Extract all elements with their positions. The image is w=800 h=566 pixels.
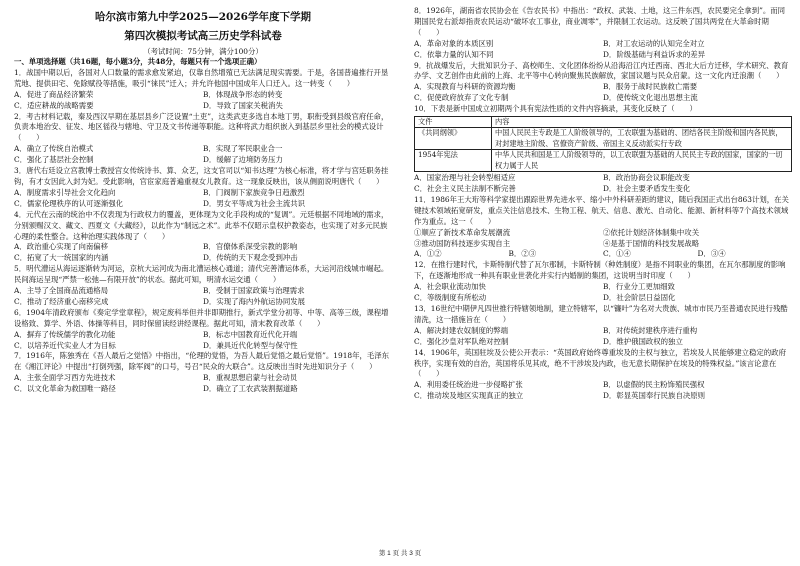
table-cell: 《共同纲领》 [415, 128, 492, 150]
option: C．以培养近代实业人才为目标 [14, 340, 116, 350]
option: B．对传统封建秩序进行重构 [603, 325, 698, 335]
option-row [414, 50, 792, 61]
statement: ②依托计划经济体制集中攻关 [603, 227, 700, 237]
option: C．强化了基层社会控制 [14, 155, 94, 165]
option: A．革命对象的本质区别 [414, 38, 494, 48]
table-header-row [415, 117, 792, 128]
question-10 [414, 104, 792, 195]
left-column [14, 6, 392, 395]
option-row [414, 184, 792, 195]
option: C．推动埃及地区实现真正的独立 [414, 391, 524, 401]
table-row [415, 150, 792, 172]
table-header-cell: 文件 [415, 117, 492, 128]
option-row [14, 188, 392, 199]
option: B．对工农运动的认知完全对立 [603, 38, 705, 48]
question [14, 264, 392, 308]
exam-info: （考试时间：75分钟，满分100分） [143, 47, 263, 56]
option-row [414, 337, 792, 348]
question [14, 112, 392, 167]
option: B．以虚假的民主粉饰殖民强权 [603, 380, 705, 390]
option: A．实现教育与科研的资源均衡 [414, 82, 516, 92]
option-row [14, 297, 392, 308]
option-row [414, 391, 792, 402]
option: C．依靠力量的认知不同 [414, 49, 494, 59]
table-cell: 中华人民共和国是工人阶级领导的，以工农联盟为基础的人民民主专政的国家，国家的一切权力属于人民 [492, 150, 792, 172]
question [14, 210, 392, 265]
option: A．社会职业流动加快 [414, 282, 486, 292]
exam-title-line1: 哈尔滨市第九中学2025—2026学年度下学期 [95, 11, 311, 23]
question-stem: 4．元代在云南的统治中不仅表现为行政权力的覆盖，更体现为文化手段构成的“复调”。元廷根据不同地域的需求，分别颁赐汉文、藏文、西夏文《大藏经》，以此作为“制远之术”。此举不仅昭示皇权护教姿态，也实现了对多元民族心理的柔性整合。这种治理实践体现了（ ） [14, 209, 389, 241]
option-row [414, 326, 792, 337]
option: D．缓解了边境防务压力 [203, 155, 283, 165]
right-questions-a [414, 6, 792, 104]
option-row [14, 286, 392, 297]
question [14, 68, 392, 112]
option: D．兼具近代化转型与保守性 [203, 340, 298, 350]
option-row [14, 341, 392, 352]
option-row [414, 293, 792, 304]
option: A．主张全面学习西方先进技术 [14, 373, 116, 383]
table-header-cell: 内容 [492, 117, 792, 128]
option: B．体现战争形态的转变 [203, 89, 283, 99]
left-questions [14, 68, 392, 395]
option: A．政治重心实现了向南偏移 [14, 242, 109, 252]
right-questions-b [414, 195, 792, 402]
section-heading: 一、单项选择题（共16题，每小题3分，共48分，每题只有一个选项正确） [14, 57, 262, 66]
option: B．受制于国家政策与治理需求 [203, 286, 305, 296]
option: D．传统的天下观念受到冲击 [203, 253, 298, 263]
option-row [14, 101, 392, 112]
option-row [14, 242, 392, 253]
question [414, 6, 792, 61]
question [414, 195, 792, 260]
question [414, 61, 792, 105]
option-row [14, 90, 392, 101]
question-stem: 5．明代漕运从海运逐渐转为河运，京杭大运河成为南北漕运核心通道；清代完善漕运体系，大运河沿线城市崛起。民间海运呈现“严禁一松弛—有限开放”的状态。据此可知，明清水运交通（ ） [14, 264, 389, 285]
option-row [414, 39, 792, 50]
question-stem: 10．下表是新中国成立初期两个具有宪法性质的文件内容摘录，其变化反映了（ ） [414, 104, 697, 114]
option: A．①② [414, 249, 442, 259]
question [14, 166, 392, 210]
option: D．社会主要矛盾发生变化 [603, 184, 691, 193]
option: A．主导了全国商品流通格局 [14, 286, 109, 296]
option: C．以文化革命为救国唯一路径 [14, 384, 116, 394]
exam-title-line2: 第四次模拟考试高三历史学科试卷 [124, 30, 282, 42]
question [414, 348, 792, 403]
option: B．实现了军民职业合一 [203, 144, 283, 154]
question-stem: 7．1916年，陈独秀在《吾人最后之觉悟》中指出，“伦理的觉悟，为吾人最后觉悟之最后觉悟”。1918年，毛泽东在《湘江评论》中提出“打倒列强，除军阀”的口号，号召“民众的大联合”。这反映出当时先进知识分子（ ） [14, 351, 390, 372]
option: A．国家治理与社会转型相适应 [414, 173, 516, 183]
right-column [414, 6, 792, 402]
option-row [14, 384, 392, 395]
table-row [415, 128, 792, 150]
option: C．拓宽了大一统国家的内涵 [14, 253, 109, 263]
statement: ③推动国防科技逐步实现自主 [414, 238, 511, 248]
option-row [14, 373, 392, 384]
question-stem: 6．1904年清政府颁布《奏定学堂章程》，规定废科举但并非即期推行，新式学堂分初等、中等、高等三级，课程增设格致、算学、外语、体操等科目，同时保留读经讲经课程。据此可知，清末教育改革（ ） [14, 307, 389, 328]
table-cell: 中国人民民主专政是工人阶级领导的，工农联盟为基础的、团结各民主阶级和国内各民族，对封建地主阶级、官僚资产阶级、帝国主义反动派实行专政 [492, 128, 792, 150]
option: D．使传统文化退出思想主流 [603, 93, 698, 103]
question-stem: 14．1906年，英国驻埃及公使公开表示：“英国政府始终尊重埃及的主权与独立，若埃及人民能够建立稳定的政府秩序，实现有效的自治，英国将乐见其成，绝不干涉埃及内政，也无意长期保护在埃及的特殊权益。”该言论意在（ ） [414, 347, 786, 379]
document-table [414, 116, 792, 172]
option: B．官僚体系深受宗教的影响 [203, 242, 298, 252]
page-footer: 第 1 页 共 3 页 [378, 550, 422, 557]
statement-row [414, 239, 792, 250]
option: C．社会主义民主法制不断完善 [414, 184, 516, 193]
question-stem: 9．抗战爆发后，大批知识分子、高校师生、文化团体纷纷从沿海沿江内迁西南、西北大后方迁移，学术研究、教育办学、文艺创作由此前的上海、北平等中心转向聚焦民族解放，家国议题与民众启蒙。这一文化内迁浪潮（ ） [414, 60, 789, 81]
option: C．促使政府放弃了文化专制 [414, 93, 509, 103]
option: D．确立了工农武装割据道路 [203, 384, 298, 394]
option: D．实现了海内外航运协同发展 [203, 296, 306, 306]
option: D．维护俄国政权的独立 [603, 336, 683, 346]
option: C．适应耕战的战略需要 [14, 100, 94, 110]
question-stem: 13．16世纪中期伊凡四世推行特辖领地制，建立特辖军，以“镰叶”为名对大贵族、城市市民乃至普通农民进行残酷清洗，这一措施旨在（ ） [414, 303, 788, 324]
option-row [414, 282, 792, 293]
option: A．确立了传统自治模式 [14, 144, 94, 154]
option: C．儒家伦理秩序的认可逐渐强化 [14, 198, 124, 208]
option-row [14, 144, 392, 155]
option-row [14, 199, 392, 210]
option: B．门阀制下家族竞争日趋激烈 [203, 187, 305, 197]
option: A．解决封建农奴制度的弊端 [414, 325, 509, 335]
question-stem: 11．1986年王大珩等科学家提出跟踪世界先进水平、缩小中外科研差距的建议，随后我国正式出台863计划，在关键技术领域拓宽研发，重点关注信息技术、生物工程、航天、信息、激光、自动化、能源、新材料等7个高技术领域作为重点。这一（ ） [414, 194, 789, 226]
option: D．彰显英国奉行民族自决原则 [603, 391, 706, 401]
option-row [414, 82, 792, 93]
option: B．②③ [508, 249, 537, 259]
option-row [414, 93, 792, 104]
statement-row [414, 228, 792, 239]
statement: ①顺应了新技术革命发展潮流 [414, 227, 511, 237]
option-row [414, 173, 792, 184]
question-stem: 8．1926年，湖南省农民协会在《告农民书》中指出：“政权、武装、土地，这三件东西，农民要完全拿到”。而同期国民党右派却指责农民运动“破坏农工事业，商业凋零”，并限制工农运动。这反映了国共两党在大革命时期（ ） [414, 6, 786, 37]
question-stem: 1．战国中期以后，各国对人口数量的需求愈发紧迫，仅靠自然增殖已无法满足现实需要。于是，各国普遍推行开垦荒地、提供田宅、免除赋役等措施，吸引“徕民”迁入；并允许他国中国成年人口迁入。这一转变（ ） [14, 67, 389, 88]
option: C．等级制度有所松动 [414, 293, 487, 303]
option: D．③④ [697, 249, 726, 259]
option: A．利用委任统治进一步侵略扩张 [414, 380, 523, 390]
statement: ④是基于国情的科技发展战略 [603, 238, 700, 248]
option: A．摒弃了传统儒学的教化功能 [14, 329, 116, 339]
option: A．制度需求引导社会文化趋向 [14, 187, 116, 197]
option: B．标志中国教育近代化开端 [203, 329, 298, 339]
option: C．推动了经济重心南移完成 [14, 296, 109, 306]
option: A．促进了商品经济繁荣 [14, 89, 94, 99]
option: B．行业分工更加细致 [603, 282, 675, 292]
question-stem: 12．在推行建时代，卡斯特制代替了瓦尔那制，卡斯特制（种姓制度）是指不同职业的集团，在瓦尔那制度的影响下，在逐渐地形成一种具有职业世袭化并实行内婚制的集团，这说明当时印度（ ） [414, 260, 786, 281]
option-row [14, 253, 392, 264]
option: C．①④ [603, 249, 631, 259]
option-row [414, 249, 792, 260]
question-stem: 3．唐代右廷设立宫教博士教授宫女传统诗书、算、众艺，这支官司以“知书达理”为核心标准，将才学与宫廷职务挂钩，有才女因此入封为妃。受此影响，官宦家庭普遍重视女儿教育。这一现象反映出，该从侧面说明唐代（ ） [14, 166, 389, 186]
option: B．重视思想启蒙与社会动员 [203, 373, 298, 383]
option: D．阶级基础与利益诉求的差异 [603, 49, 706, 59]
option: C．强化沙皇对军队绝对控制 [414, 336, 509, 346]
option: B．政治协商会议职能改变 [603, 173, 690, 183]
table-cell: 1954年宪法 [415, 150, 492, 172]
option: D．导致了国家关税消失 [203, 100, 283, 110]
option: D．社会阶层日益固化 [603, 293, 676, 303]
option: B．服务于战时民族救亡需要 [603, 82, 698, 92]
question [414, 260, 792, 304]
question [14, 351, 392, 395]
question [414, 304, 792, 348]
option-row [14, 330, 392, 341]
question-stem: 2．考古材料记载，秦及西汉早期在基层县乡广泛设置“土吏”，这类武吏多选自本地丁男，职衔受到县级官府任命，负责本地治安、征发、地区徭役与辖地、守卫及文书传递等职能。这种将武力组织嵌入到基层乡里社会的模式设计（ ） [14, 111, 389, 143]
option-row [414, 380, 792, 391]
option: D．男女平等成为社会主流共识 [203, 198, 306, 208]
question [14, 308, 392, 352]
option-row [14, 155, 392, 166]
